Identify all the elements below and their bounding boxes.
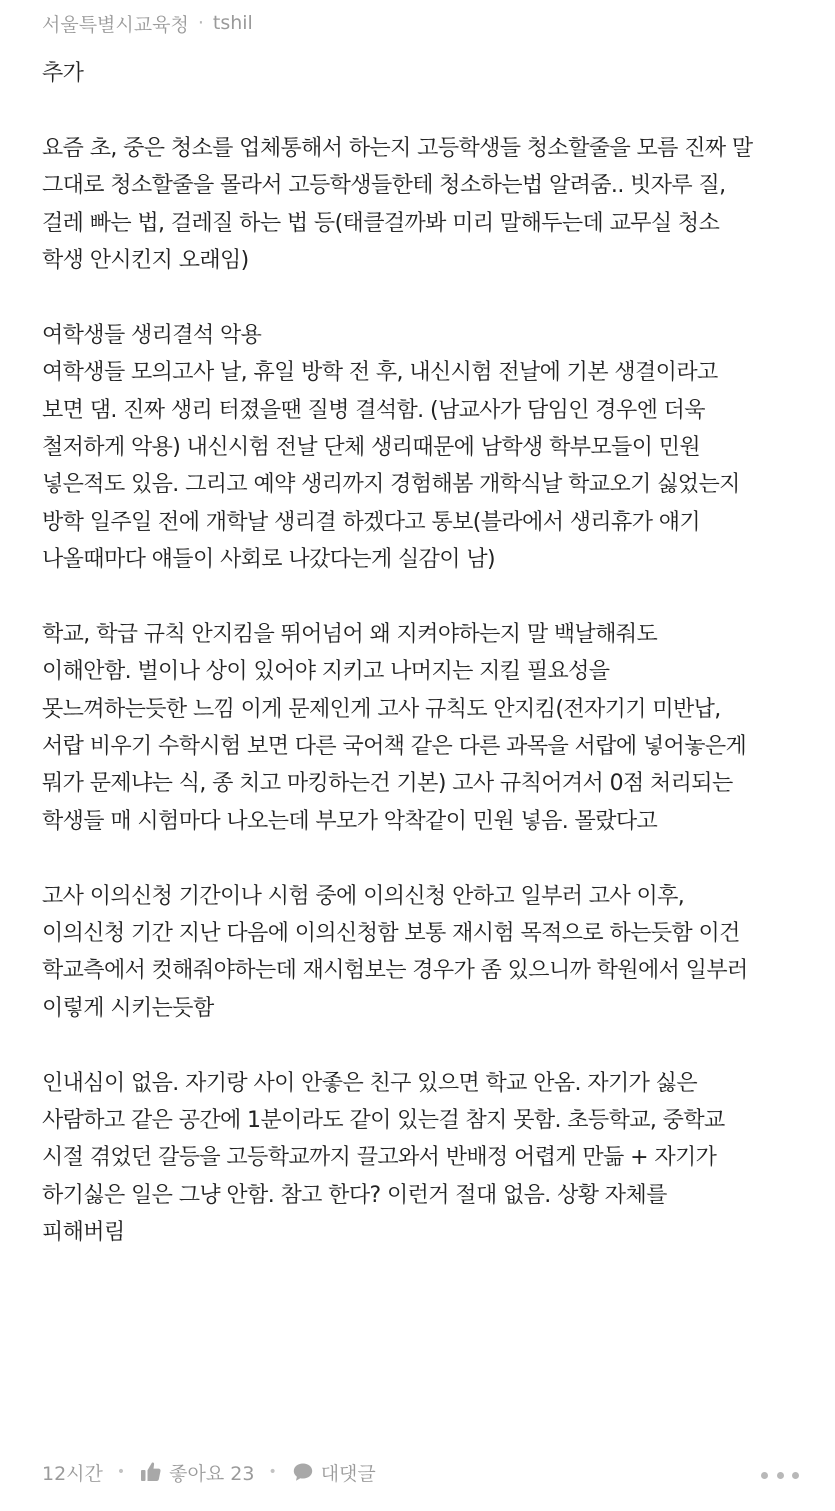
author-username[interactable]: tshil bbox=[212, 12, 253, 34]
comment-text-line: 철저하게 악용) 내신시험 전날 단체 생리때문에 남학생 학부모들이 민원 bbox=[42, 434, 701, 460]
comment-text-line: 뭐가 문제냐는 식, 종 치고 마킹하는건 기본) 고사 규칙어겨서 0점 처리되는 bbox=[42, 771, 733, 797]
comment-text-line: 나올때마다 얘들이 사회로 나갔다는게 실감이 남) bbox=[42, 547, 495, 573]
blank-line bbox=[42, 578, 822, 615]
footer-dot: • bbox=[268, 1464, 277, 1480]
comment-text-line: 방학 일주일 전에 개학날 생리결 하겠다고 통보(블라에서 생리휴가 얘기 bbox=[42, 509, 701, 535]
comment-text-line: 학교측에서 컷해줘야하는데 재시험보는 경우가 좀 있으니까 학원에서 일부러 bbox=[42, 958, 748, 984]
comment-text-line: 요즘 초, 중은 청소를 업체통해서 하는지 고등학생들 청소할줄을 모름 진짜 말 bbox=[42, 135, 753, 161]
comment-text-line: 추가 bbox=[42, 61, 84, 86]
comment-text-line: 학교, 학급 규칙 안지킴을 뛰어넘어 왜 지켜야하는지 말 백날해줘도 bbox=[42, 621, 658, 647]
author-organization[interactable]: 서울특별시교육청 bbox=[42, 13, 189, 36]
comment-header bbox=[42, 8, 253, 38]
like-button[interactable] bbox=[139, 1459, 254, 1486]
comment-text-line: 여학생들 모의고사 날, 휴일 방학 전 후, 내신시험 전날에 기본 생결이라고 bbox=[42, 360, 718, 386]
comment-text-line: 인내심이 없음. 자기랑 사이 안좋은 친구 있으면 학교 안옴. 자기가 싫은 bbox=[42, 1070, 697, 1096]
footer-dot: • bbox=[116, 1464, 126, 1480]
speech-bubble-icon bbox=[291, 1460, 315, 1484]
comment-text-line: 못느껴하는듯한 느낌 이게 문제인게 고사 규칙도 안지킴(전자기기 미반납, bbox=[42, 696, 721, 722]
more-dot bbox=[792, 1472, 799, 1479]
comment-text-line: 이렇게 시키는듯함 bbox=[42, 995, 214, 1021]
reply-label: 대댓글 bbox=[320, 1462, 376, 1485]
comment-text-line: 사람하고 같은 공간에 1분이라도 같이 있는걸 참지 못함. 초등학교, 중학교 bbox=[42, 1107, 725, 1133]
more-dot bbox=[777, 1472, 784, 1479]
comment-text-line: 걸레 빠는 법, 걸레질 하는 법 등(태클걸까봐 미리 말해두는데 교무실 청소 bbox=[42, 210, 720, 236]
comment-text-line: 넣은적도 있음. 그리고 예약 생리까지 경험해봄 개학식날 학교오기 싫었는지 bbox=[42, 472, 740, 498]
comment-text-line: 시절 겪었던 갈등을 고등학교까지 끌고와서 반배정 어렵게 만듦 + 자기가 bbox=[42, 1145, 717, 1171]
comment-text-line: 이해안함. 벌이나 상이 있어야 지키고 나머지는 지킬 필요성을 bbox=[42, 659, 610, 685]
comment-text-line: 고사 이의신청 기간이나 시험 중에 이의신청 안하고 일부러 고사 이후, bbox=[42, 883, 685, 909]
comment-text-line: 학생 안시킨지 오래임) bbox=[42, 247, 249, 273]
more-dot bbox=[761, 1472, 768, 1479]
reply-button[interactable] bbox=[291, 1459, 376, 1486]
more-dots-icon[interactable] bbox=[761, 1467, 799, 1483]
blank-line bbox=[42, 279, 822, 316]
like-count-label: 좋아요 23 bbox=[169, 1462, 255, 1485]
comment-text-line: 피해버림 bbox=[42, 1220, 125, 1246]
comment-text-line: 보면 댐. 진짜 생리 터졌을땐 질병 결석함. (남교사가 담임인 경우엔 더욱 bbox=[42, 397, 705, 423]
comment-text-line: 이의신청 기간 지난 다음에 이의신청함 보통 재시험 목적으로 하는듯함 이건 bbox=[42, 920, 740, 946]
header-separator: · bbox=[197, 12, 204, 34]
comment-text-line: 여학생들 생리결석 악용 bbox=[42, 322, 262, 348]
comment-text-line: 하기싫은 일은 그냥 안함. 참고 한다? 이런거 절대 없음. 상황 자체를 bbox=[42, 1182, 667, 1208]
blank-line bbox=[42, 1027, 822, 1064]
comment-text-line: 서랍 비우기 수학시험 보면 다른 국어책 같은 다른 과목을 서랍에 넣어놓은게 bbox=[42, 734, 747, 760]
comment-text-line: 학생들 매 시험마다 나오는데 부모가 악착같이 민원 넣음. 몰랐다고 bbox=[42, 808, 658, 834]
blank-line bbox=[42, 92, 822, 129]
comment-footer bbox=[42, 1455, 812, 1489]
thumbs-up-icon bbox=[139, 1460, 163, 1484]
comment-text-line: 그대로 청소할줄을 몰라서 고등학생들한테 청소하는법 알려줌.. 빗자루 질, bbox=[42, 173, 726, 199]
comment-timestamp: 12시간 bbox=[42, 1462, 103, 1485]
blank-line bbox=[42, 840, 822, 877]
comment-body bbox=[42, 55, 822, 1252]
